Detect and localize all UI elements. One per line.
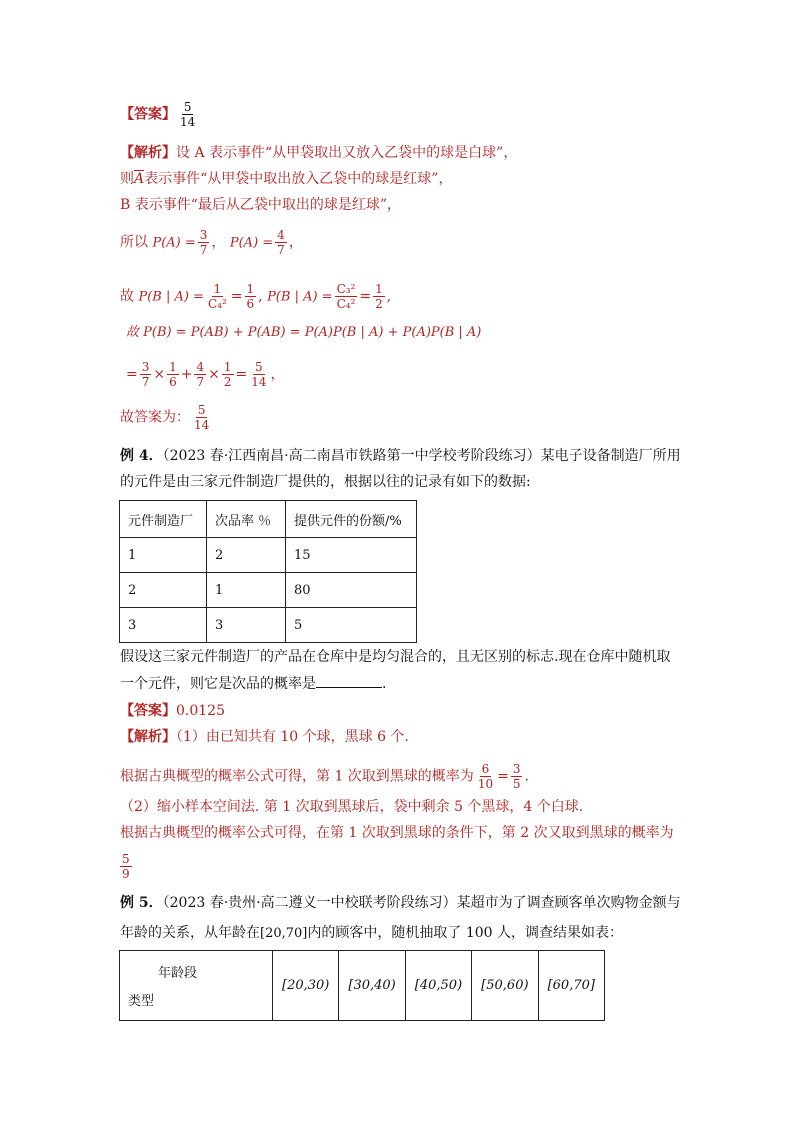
table-header-cell: [50,60) (472, 951, 538, 1021)
analysis-line-2: 则$\overline{A}$表示事件“从甲袋中取出放入乙袋中的球是红球”， (120, 171, 453, 187)
analysis-label: 【解析】 (120, 729, 176, 745)
analysis-line-1: 【解析】设 A 表示事件“从甲袋取出又放入乙袋中的球是白球”， (120, 145, 518, 161)
analysis-label: 【解析】 (120, 145, 176, 161)
answer-label: 【答案】 (120, 703, 176, 719)
example4-analysis-2: 根据古典概型的概率公式可得，第 1 次取到黑球的概率为 $\frac{6}{10}$ = $\frac{3}{5}$ . (120, 762, 529, 791)
example4-label: 例 4． (120, 448, 163, 464)
example4-analysis-5: $\frac{5}{9}$ (122, 852, 130, 881)
example4-after-1: 假设这三家元件制造厂的产品在仓库中是均匀混合的，且无区别的标志.现在仓库中随机取 (120, 649, 671, 665)
example4-table (119, 500, 417, 643)
table-row: 2 1 80 (120, 573, 417, 608)
table-header-cell: 提供元件的份额/% (286, 501, 417, 538)
analysis-line-4: 所以 P(A) = $\frac{3}{7}$ ， P(A) = $\frac{4}{7}$ ， (120, 228, 303, 257)
table-header-cell: [30,40) (339, 951, 405, 1021)
analysis-line-7: = $\frac{3}{7}$ × $\frac{1}{6}$ + $\frac{4}{7}$ × $\frac{1}{2}$ = $\frac{5}{14}$ ， (126, 360, 285, 389)
example4-analysis-1: 【解析】（1）由已知共有 10 个球，黑球 6 个. (120, 729, 409, 745)
answer-line (120, 100, 199, 129)
example5-table (119, 950, 605, 1021)
example4-after-2: 一个元件，则它是次品的概率是 . (120, 673, 386, 694)
example4-analysis-4: 根据古典概型的概率公式可得，在第 1 次取到黑球的条件下，第 2 次又取到黑球的概率为 (120, 825, 674, 841)
example4-answer: 【答案】0.0125 (120, 703, 225, 719)
table-header-cell: [40,50) (405, 951, 471, 1021)
analysis-line-3: B 表示事件“最后从乙袋中取出的球是红球”， (120, 197, 402, 213)
example5-label: 例 5． (120, 895, 163, 911)
analysis-line-6: 故 P(B) = P(AB) + P(AB) = P(A)P(B | A) + P(A)P(B | A) (126, 325, 482, 340)
example4-analysis-3: （2）缩小样本空间法. 第 1 次取到黑球后，袋中剩余 5 个黑球，4 个白球. (120, 799, 584, 815)
table-corner-cell: 年龄段 类型 (120, 951, 273, 1021)
analysis-line-5: 故 P(B | A) = $\frac{1}{\text{C₄²}}$ = $\frac{1}{6}$ , P(B | A) = $\frac{\text{C₃²}}{\text{C₄²}}$ = $\frac{1}{2}$ , (120, 282, 392, 311)
example5-line-1: 例 5．（2023 春·贵州·高二遵义一中校联考阶段练习）某超市为了调查顾客单次购物金额与 (120, 895, 681, 911)
table-row: 3 3 5 (120, 608, 417, 643)
example5-line-2: 年龄的关系，从年龄在[20,70]内的顾客中，随机抽取了 100 人，调查结果如表： (120, 925, 623, 941)
example4-line-2: 的元件是由三家元件制造厂提供的，根据以往的记录有如下的数据: (120, 474, 531, 490)
table-header-cell: 元件制造厂 (120, 501, 207, 538)
table-row: 1 2 15 (120, 538, 417, 573)
table-header-cell: 次品率 ％ (207, 501, 286, 538)
table-header-cell: [60,70] (538, 951, 604, 1021)
example4-line-1: 例 4．（2023 春·江西南昌·高二南昌市铁路第一中学校考阶段练习）某电子设备制造厂所用 (120, 448, 681, 464)
analysis-line-8: 故答案为： $\frac{5}{14}$ (120, 403, 210, 432)
table-row (120, 951, 605, 1021)
table-header-cell: [20,30) (273, 951, 339, 1021)
answer-blank (316, 673, 382, 688)
answer-label: 【答案】 (120, 106, 176, 123)
answer-fraction: $\frac{5}{14}$ (180, 100, 196, 129)
